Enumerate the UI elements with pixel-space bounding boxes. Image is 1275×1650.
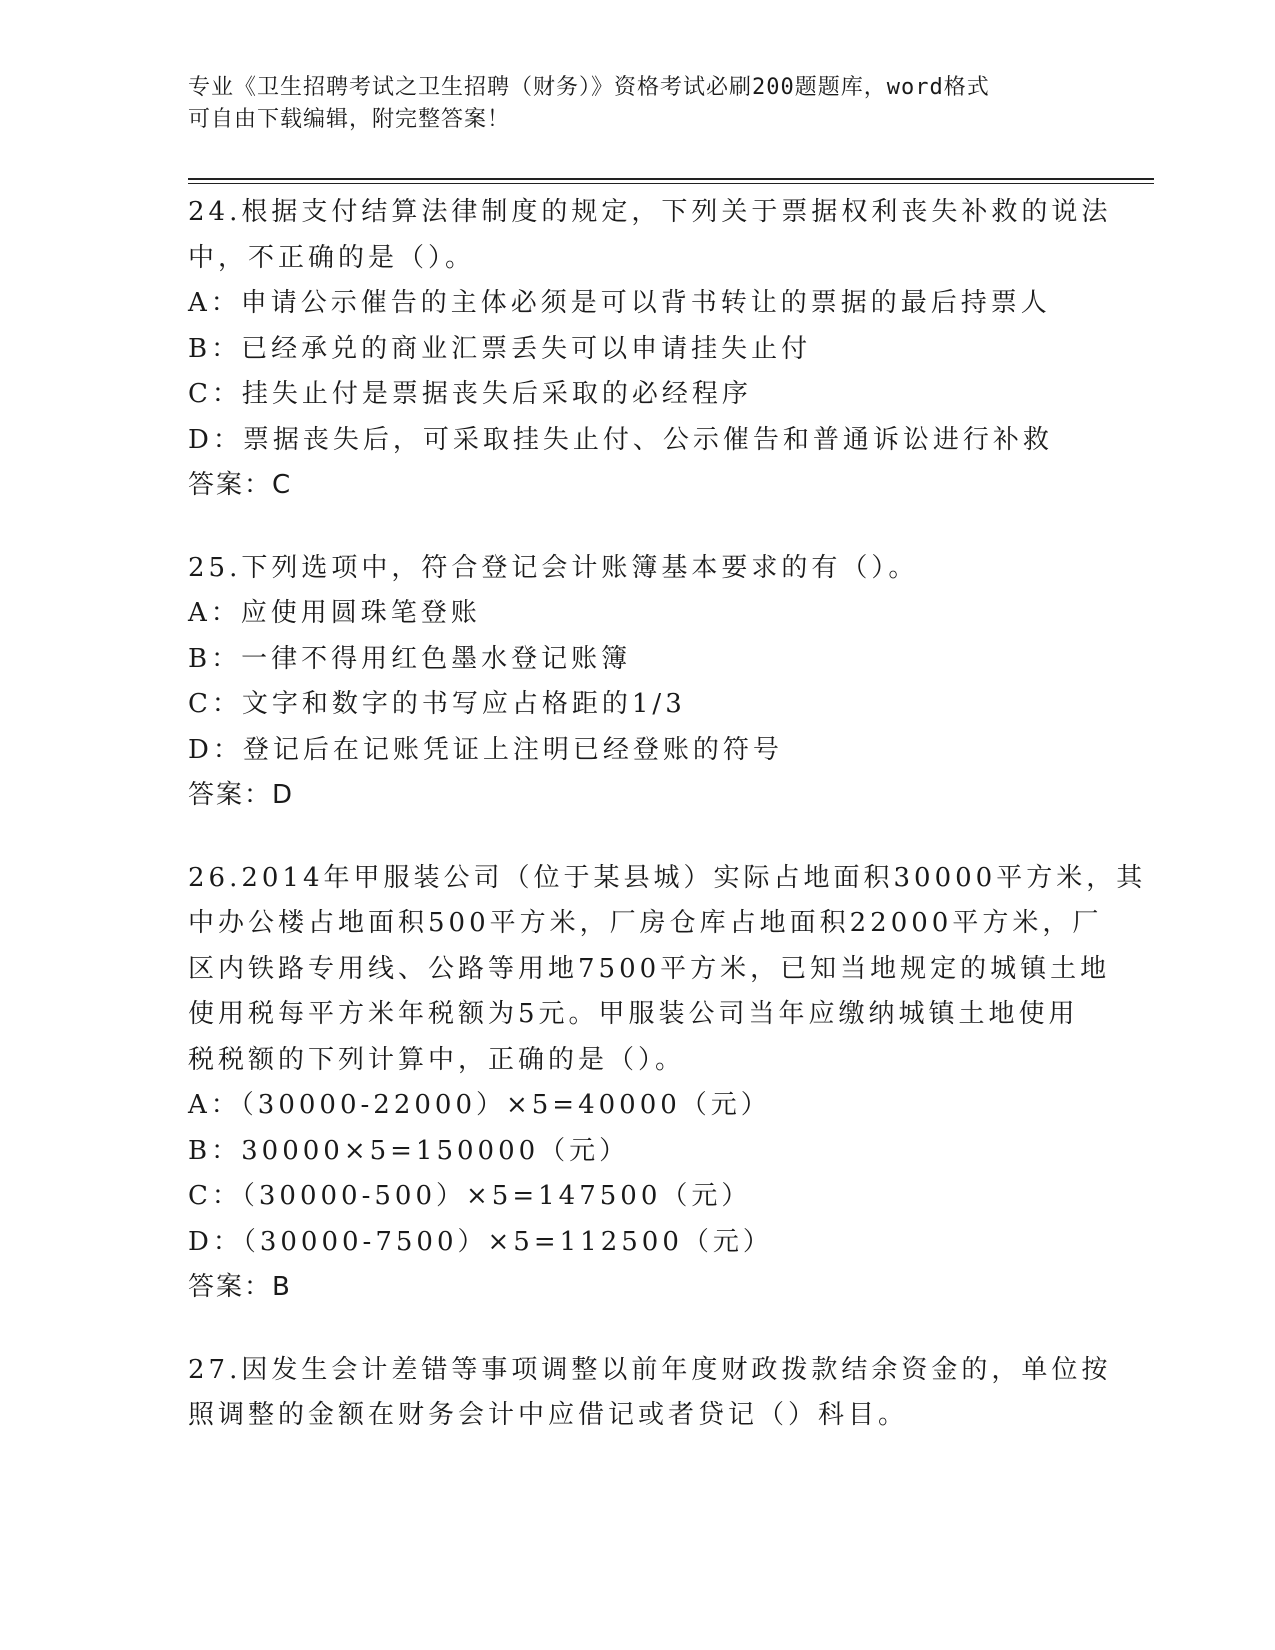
header-line: 可自由下载编辑，附完整答案！ [188,107,511,132]
question-text: 中办公楼占地面积500平方米，厂房仓库占地面积22000平方米，厂 [188,908,1103,938]
header-line: 专业《卫生招聘考试之卫生招聘（财务）》资格考试必刷200题题库，word格式 [188,75,990,100]
option-d: D：票据丧失后，可采取挂失止付、公示催告和普通诉讼进行补救 [188,424,1053,455]
header-divider-thin [188,183,1154,184]
question-list [188,190,1147,1476]
option-b: B：一律不得用红色墨水登记账簿 [188,643,632,674]
question-text: 税税额的下列计算中，正确的是（）。 [188,1044,686,1075]
question-text: 26.2014年甲服装公司（位于某县城）实际占地面积30000平方米，其 [188,862,1147,893]
option-d: D：（30000-7500）×5=112500（元） [188,1226,773,1257]
option-b: B：30000×5=150000（元） [188,1135,630,1166]
question-text: 照调整的金额在财务会计中应借记或者贷记（）科目。 [188,1400,909,1430]
question-item [188,546,1088,819]
option-a: A：（30000-22000）×5=40000（元） [188,1090,771,1120]
question-text: 25.下列选项中，符合登记会计账簿基本要求的有（）。 [188,552,919,583]
question-text: 中，不正确的是（）。 [188,242,476,273]
option-c: C：文字和数字的书写应占格距的1/3 [188,689,686,719]
question-text: 24.根据支付结算法律制度的规定，下列关于票据权利丧失补救的说法 [188,197,1112,227]
question-text: 使用税每平方米年税额为5元。甲服装公司当年应缴纳城镇土地使用 [188,999,1079,1029]
question-text: 区内铁路专用线、公路等用地7500平方米，已知当地规定的城镇土地 [188,953,1111,984]
option-b: B：已经承兑的商业汇票丢失可以申请挂失止付 [188,333,812,364]
question-item [188,190,1112,509]
option-a: A：申请公示催告的主体必须是可以背书转让的票据的最后持票人 [188,288,1051,318]
answer-text: 答案：D [188,780,295,810]
option-d: D：登记后在记账凭证上注明已经登账的符号 [188,734,783,765]
answer-text: 答案：B [188,1272,292,1302]
option-a: A：应使用圆珠笔登账 [188,598,481,628]
header-divider [188,178,1154,180]
option-c: C：（30000-500）×5=147500（元） [188,1181,752,1211]
question-text: 27.因发生会计差错等事项调整以前年度财政拨款结余资金的，单位按 [188,1354,1112,1385]
answer-text: 答案：C [188,470,293,500]
option-c: C：挂失止付是票据丧失后采取的必经程序 [188,379,752,409]
question-item [188,1348,1112,1439]
question-item [188,856,1147,1311]
document-header [188,72,1088,136]
